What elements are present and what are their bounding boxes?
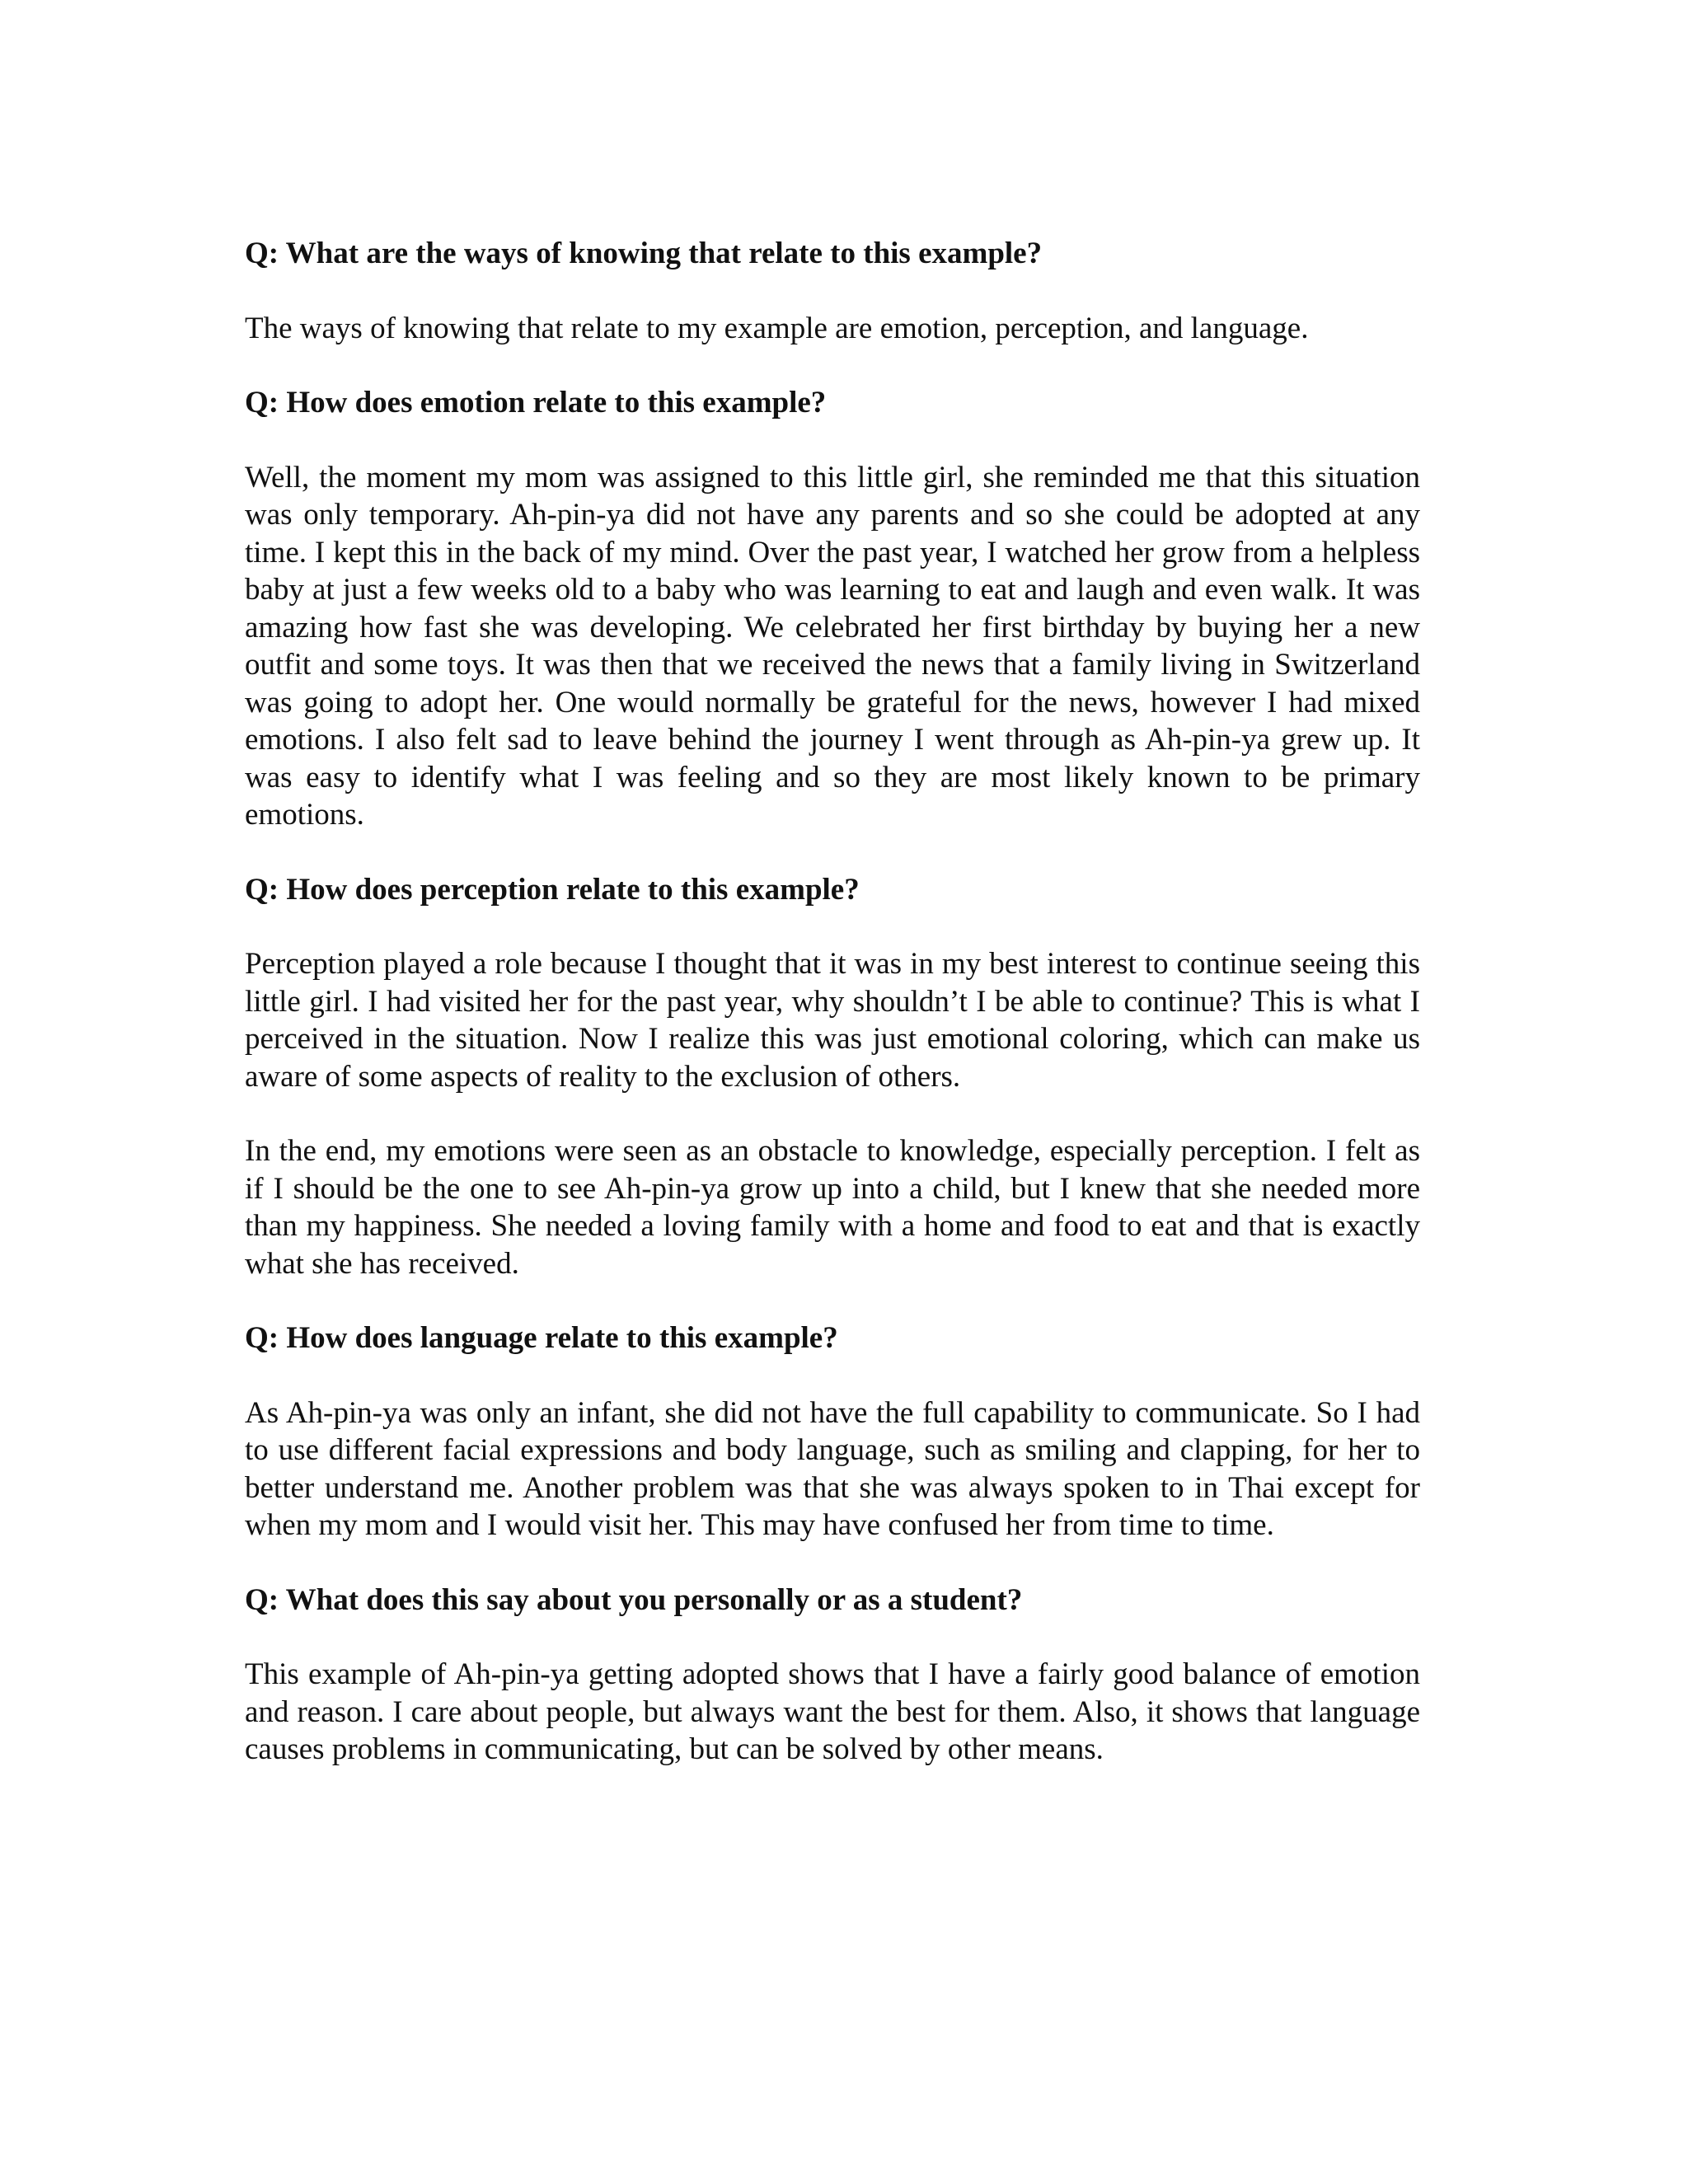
answer-paragraph: Well, the moment my mom was assigned to this little girl, she reminded me that this situation was only temporary. Ah-pin-ya did not have any parents and so she could be adopted at any time. I kept this in the back of my mind. Over the past year, I watched her grow from a helpless baby at just a few weeks old to a baby who was learning to eat and laugh and even walk. It was amazing how fast she was developing. We celebrated her first birthday by buying her a new outfit and some toys. It was then that we received the news that a family living in Switzerland was going to adopt her. One would normally be grateful for the news, however I had mixed emotions. I also felt sad to leave behind the journey I went through as Ah-pin-ya grew up. It was easy to identify what I was feeling and so they are most likely known to be primary emotions. xyxy=(245,460,1420,832)
question-heading: Q: What does this say about you personally or as a student? xyxy=(245,1582,1023,1617)
answer-paragraph: The ways of knowing that relate to my example are emotion, perception, and language. xyxy=(245,311,1309,345)
question-heading: Q: How does perception relate to this example? xyxy=(245,872,860,907)
answer-paragraph: Perception played a role because I thought that it was in my best interest to continue seeing this little girl. I had visited her for the past year, why shouldn’t I be able to continue? This is what I perceived in the situation. Now I realize this was just emotional coloring, which can make us aware of some aspects of reality to the exclusion of others. xyxy=(245,947,1420,1094)
question-heading: Q: How does emotion relate to this example? xyxy=(245,386,827,419)
document-page xyxy=(245,235,1420,1806)
answer-paragraph: In the end, my emotions were seen as an obstacle to knowledge, especially perception. I felt as if I should be the one to see Ah-pin-ya grow up into a child, but I knew that she needed more than my happiness. She needed a loving family with a home and food to eat and that is exactly what she has received. xyxy=(245,1134,1420,1281)
question-heading: Q: How does language relate to this example? xyxy=(245,1321,838,1355)
answer-paragraph: As Ah-pin-ya was only an infant, she did not have the full capability to communicate. So I had to use different facial expressions and body language, such as smiling and clapping, for her to better understand me. Another problem was that she was always spoken to in Thai except for when my mom and I would visit her. This may have confused her from time to time. xyxy=(245,1395,1420,1542)
answer-paragraph: This example of Ah-pin-ya getting adopted shows that I have a fairly good balance of emotion and reason. I care about people, but always want the best for them. Also, it shows that language causes problems in communicating, but can be solved by other means. xyxy=(245,1657,1420,1766)
question-heading: Q: What are the ways of knowing that relate to this example? xyxy=(245,237,1043,270)
